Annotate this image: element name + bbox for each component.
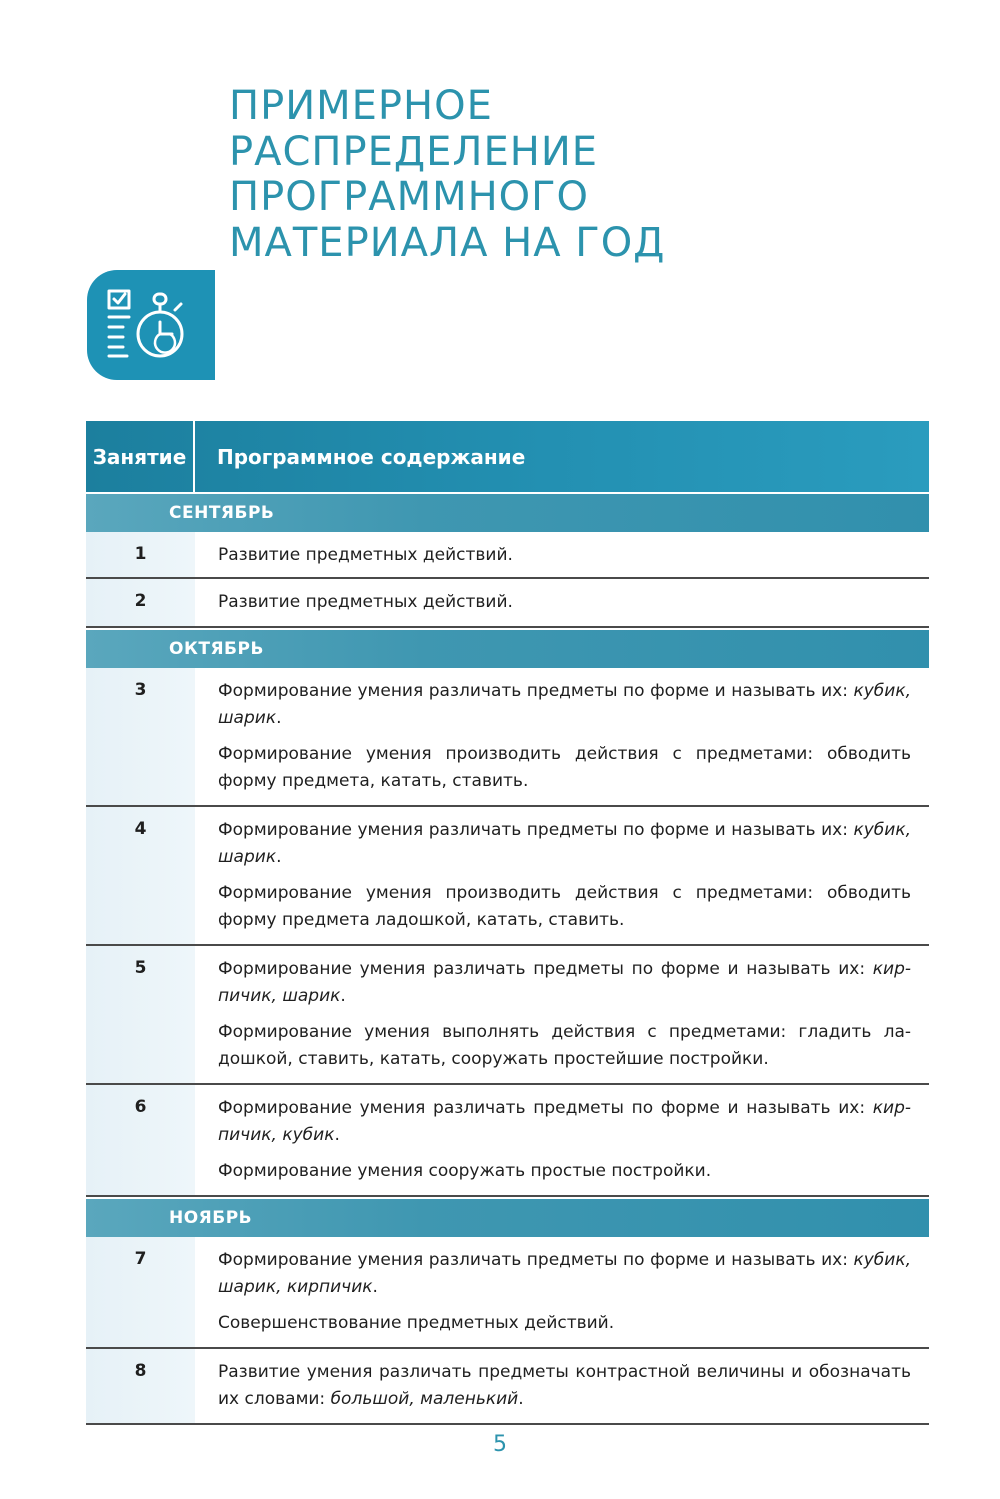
- title-line-2: РАСПРЕДЕЛЕНИЕ: [229, 128, 599, 175]
- table-row: [86, 1237, 929, 1349]
- table-row: [86, 1085, 929, 1197]
- row-content: [195, 807, 929, 944]
- row-text: Формирование умения производить действия с предметами: обводить форму предмета ладошкой, катать, ставить.: [218, 883, 911, 930]
- table-row: [86, 668, 929, 807]
- row-content: [195, 668, 929, 805]
- table-row: [86, 807, 929, 946]
- page-number: 5: [493, 1432, 507, 1457]
- row-text: Развитие умения различать предметы контрастной величины и обозначать их словами: большой, маленький.: [218, 1362, 911, 1409]
- header-content: Программное содержание: [217, 444, 526, 469]
- row-text: Формирование умения производить действия с предметами: обводить форму предмета, катать, ставить.: [218, 744, 911, 791]
- row-content: [195, 946, 929, 1083]
- row-content: [195, 1085, 929, 1195]
- row-number: 8: [134, 1361, 147, 1381]
- row-content: [195, 1349, 929, 1423]
- row-number: 1: [134, 544, 147, 564]
- section-badge: [87, 270, 215, 380]
- row-number: 6: [134, 1097, 147, 1117]
- title-line-3: ПРОГРАММНОГО: [229, 174, 590, 220]
- row-text: Развитие предметных действий.: [218, 592, 513, 612]
- row-text: Формирование умения различать предметы по форме и называть их: кирпичик, шарик.: [218, 959, 911, 1006]
- row-content: [195, 1237, 929, 1347]
- title-line-1: ПРИМЕРНОЕ: [229, 83, 493, 129]
- month-september: [86, 494, 929, 532]
- page-title: [229, 84, 929, 266]
- row-content: [195, 532, 929, 577]
- table-row: [86, 946, 929, 1085]
- row-text: Формирование умения различать предметы по форме и называть их: кубик, шарик.: [218, 681, 911, 728]
- header-lesson: Занятие: [86, 421, 195, 492]
- month-label: НОЯБРЬ: [169, 1208, 253, 1228]
- table-header: [86, 421, 929, 492]
- row-number: 4: [134, 819, 147, 839]
- program-table: [86, 421, 929, 1425]
- row-number: 3: [134, 680, 147, 700]
- row-text: Формирование умения различать предметы по форме и называть их: кубик, шарик, кирпичик.: [218, 1250, 911, 1297]
- row-number: 2: [134, 591, 147, 611]
- checklist-stopwatch-icon: [105, 286, 189, 366]
- row-text: Формирование умения различать предметы по форме и называть их: кубик, шарик.: [218, 820, 911, 867]
- row-text: Развитие предметных действий.: [218, 545, 513, 565]
- table-row: [86, 579, 929, 628]
- row-text: Формирование умения различать предметы по форме и называть их: кирпичик, кубик.: [218, 1098, 911, 1145]
- month-label: ОКТЯБРЬ: [169, 639, 264, 659]
- title-line-4: МАТЕРИАЛА НА ГОД: [229, 219, 666, 266]
- month-october: [86, 630, 929, 668]
- row-text: Формирование умения сооружать простые постройки.: [218, 1161, 712, 1181]
- row-number: 5: [134, 958, 147, 978]
- row-number: 7: [134, 1249, 147, 1269]
- row-text: Формирование умения выполнять действия с предметами: гладить ладошкой, ставить, катать, сооружать простейшие постройки.: [218, 1022, 911, 1069]
- table-row: [86, 1349, 929, 1425]
- row-content: [195, 579, 929, 626]
- row-text: Совершенствование предметных действий.: [218, 1313, 615, 1333]
- month-november: [86, 1199, 929, 1237]
- table-row: [86, 532, 929, 579]
- month-label: СЕНТЯБРЬ: [169, 503, 275, 523]
